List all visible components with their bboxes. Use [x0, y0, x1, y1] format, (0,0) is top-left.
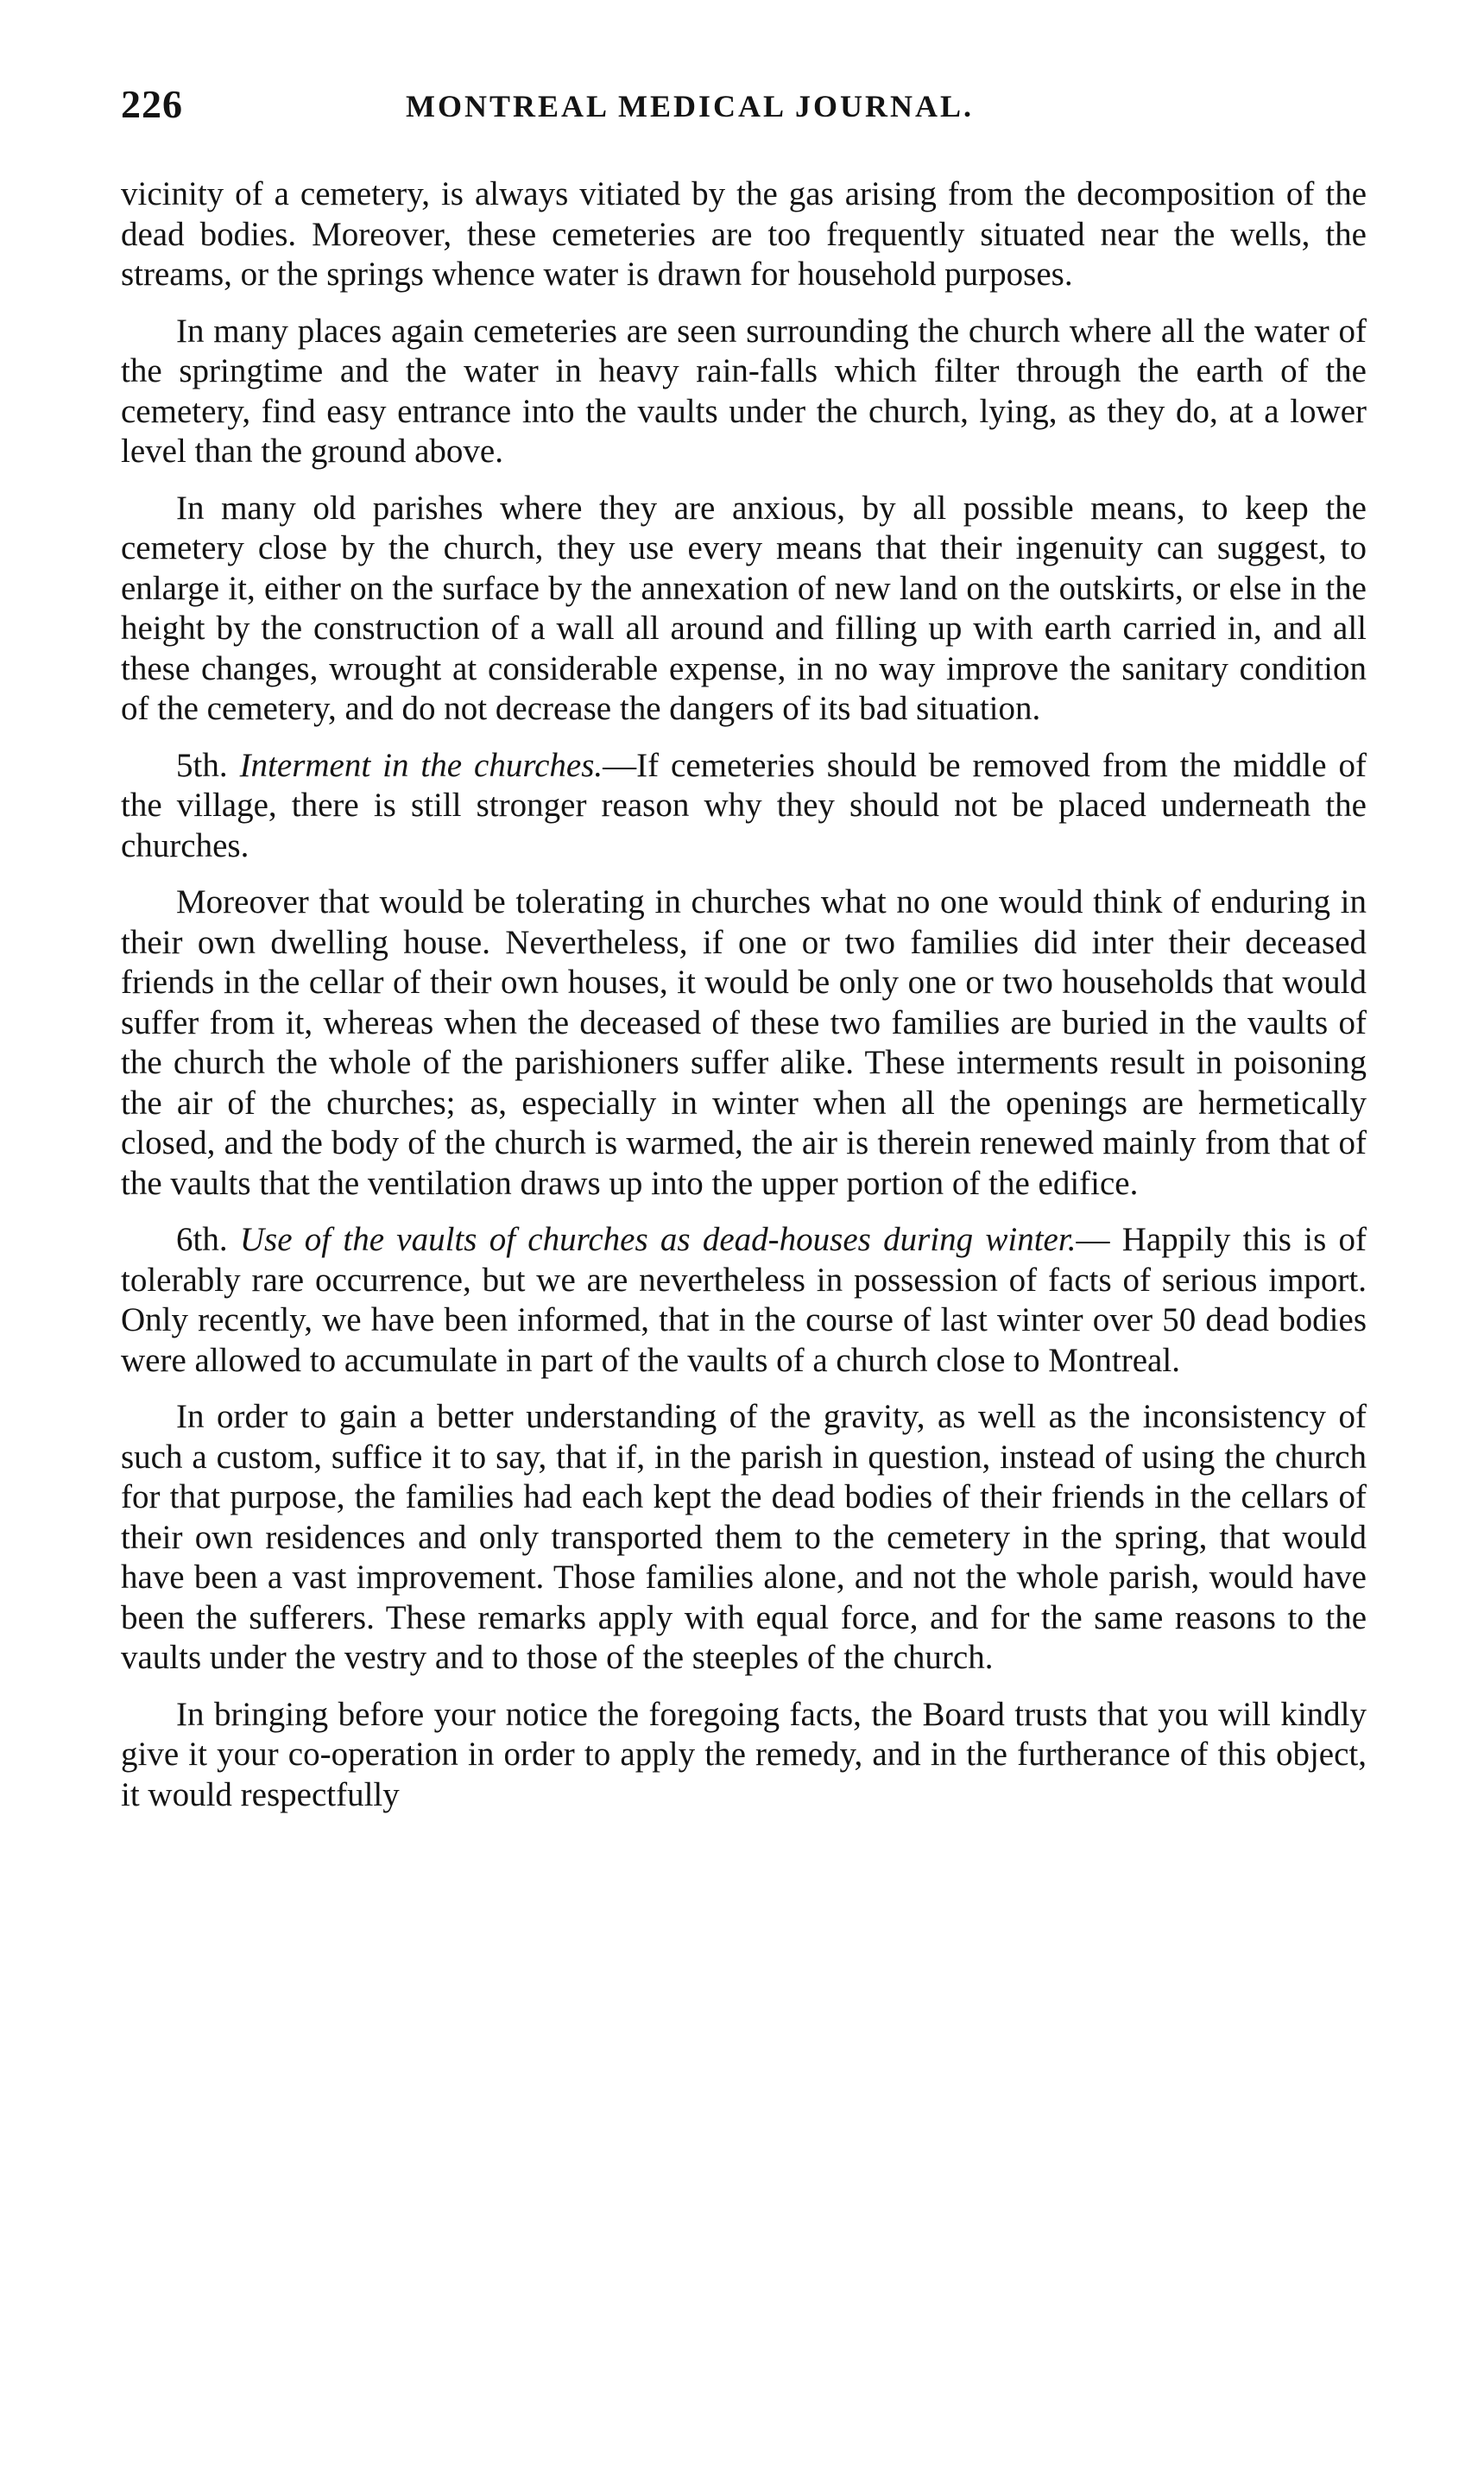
paragraph-tolerating-in-churches: Moreover that would be tolerating in churches what no one would think of enduring in their own dwelling house. Nevertheless, if one or two families did inter their deceased friends in the cellar of their own houses, it would be only one or two households that would suffer from it, whereas when the deceased of these two families are buried in the vaults of the church the whole of the parishioners suffer alike. These interments result in poisoning the air of the churches; as, especially in winter when all the openings are hermetically closed, and the body of the church is warmed, the air is therein renewed mainly from that of the vaults that the ventilation draws up into the upper portion of the edifice.	[121, 883, 1367, 1202]
running-header	[121, 82, 1364, 134]
section-heading: Use of the vaults of churches as dead-houses during winter.	[239, 1221, 1077, 1258]
paragraph-cemeteries-surrounding-church: In many places again cemeteries are seen surrounding the church where all the water of the springtime and the water in heavy rain-falls which filter through the earth of the cemetery, find easy entrance into the vaults under the church, lying, as they do, at a lower level than the ground above.	[121, 312, 1367, 470]
section-heading: Interment in the churches.	[239, 746, 603, 784]
section-number: 6th.	[176, 1221, 228, 1258]
paragraph-gravity-of-custom: In order to gain a better understanding of the gravity, as well as the inconsistency of such a custom, suffice it to say, that if, in the parish in question, instead of using the church for that purpose, the families had each kept the dead bodies of their friends in the cellars of their own residences and only transported them to the cemetery in the spring, that would have been a vast improvement. Those families alone, and not the whole parish, would have been the sufferers. These remarks apply with equal force, and for the same reasons to the vaults under the vestry and to those of the steeples of the church.	[121, 1398, 1367, 1676]
section-body: — Happily this is of tolerably rare occurrence, but we are nevertheless in possession of facts of serious import. Only recently, we have been informed, that in the course of last winter over 50 dead bodies were allowed to accumulate in part of the vaults of a church close to Montreal.	[121, 1221, 1367, 1379]
page-number: 226	[121, 82, 183, 126]
paragraph-interment-in-churches	[121, 746, 1367, 867]
paragraph-vaults-as-dead-houses	[121, 1220, 1367, 1381]
paragraph-board-request: In bringing before your notice the foregoing facts, the Board trusts that you will kindly give it your co-operation in order to apply the remedy, and in the furtherance of this object, it would respectfully	[121, 1695, 1367, 1813]
paragraph-cemetery-vicinity: vicinity of a cemetery, is always vitiated by the gas arising from the decomposition of the dead bodies. Moreover, these cemeteries are too frequently situated near the wells, the streams, or the springs whence water is drawn for household purposes.	[121, 175, 1367, 293]
paragraph-old-parishes: In many old parishes where they are anxious, by all possible means, to keep the cemetery close by the church, they use every means that their ingenuity can suggest, to enlarge it, either on the surface by the annexation of new land on the outskirts, or else in the height by the construction of a wall all around and filling up with earth carried in, and all these changes, wrought at considerable expense, in no way improve the sanitary condition of the cemetery, and do not decrease the dangers of its bad situation.	[121, 489, 1367, 727]
section-number: 5th.	[176, 746, 228, 784]
journal-title: MONTREAL MEDICAL JOURNAL.	[406, 89, 975, 123]
body-text	[121, 174, 1367, 1831]
section-body: —If cemeteries should be removed from the middle of the village, there is still stronger reason why they should not be placed underneath the churches.	[121, 746, 1367, 864]
